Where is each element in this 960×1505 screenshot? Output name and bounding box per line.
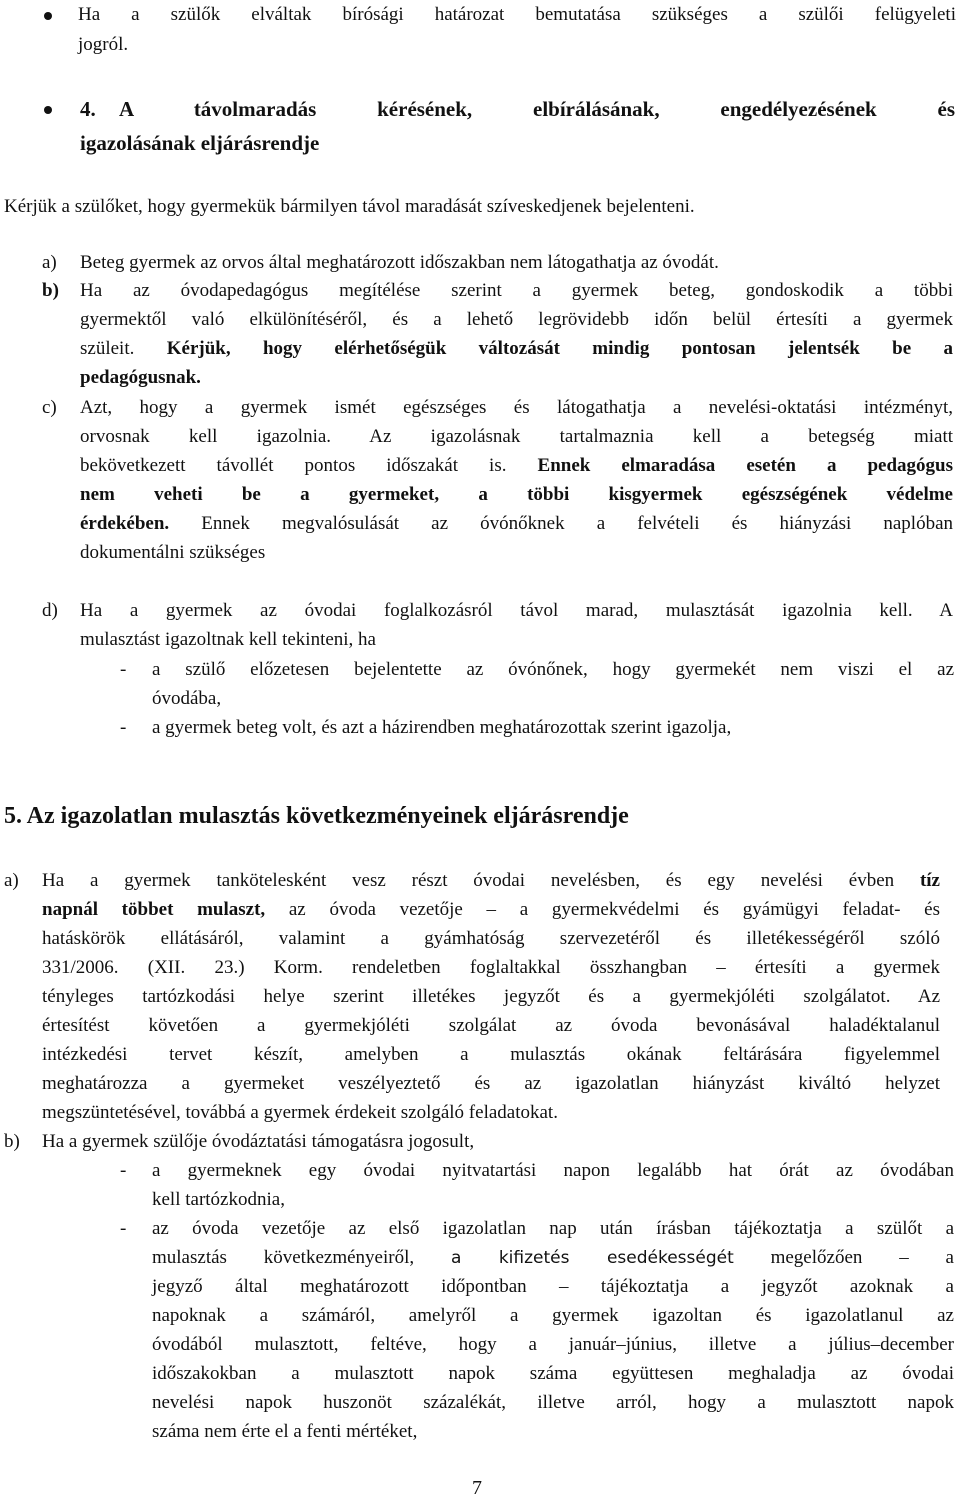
- section5-b-dash2-line2b: a kifizetés esedékességét: [450, 1248, 734, 1268]
- dash-marker: -: [120, 717, 127, 738]
- dash-marker: -: [120, 1218, 127, 1239]
- section5-a-line2-plain: az óvoda vezetője – a gyermekvédelmi és gyámügyi feladat- és: [288, 899, 940, 920]
- section4-d-dash1-line2: óvodába,: [152, 688, 222, 709]
- section5-a-line1-bold: tíz: [919, 870, 940, 891]
- section4-b-line4: [80, 363, 201, 392]
- section4-c-line5: [80, 509, 953, 538]
- section5-a-line6: értesítést követően a gyermekjóléti szolgálat az óvoda bevonásával haladéktalanul: [42, 1015, 940, 1036]
- section5-b-dash2-line3: jegyző által meghatározott időpontban – tájékoztatja a jegyzőt azoknak a: [152, 1276, 954, 1297]
- section4-number: 4.: [80, 97, 96, 121]
- item-label-d: d): [42, 600, 58, 621]
- section5-a-line4: 331/2006. (XII. 23.) Korm. rendeletben foglaltakkal összhangban – értesíti a gyermek: [42, 957, 940, 978]
- section5-a-line2: [42, 895, 940, 924]
- section4-c-line1: Azt, hogy a gyermek ismét egészséges és látogathatja a nevelési-oktatási intézményt,: [80, 397, 953, 418]
- section5-b-dash2-line5: óvodából mulasztott, feltéve, hogy a január–június, illetve a július–december: [152, 1334, 954, 1355]
- section4-c-line3-plain: bekövetkezett távollét pontos időszakát is.: [80, 455, 507, 476]
- intro-bullet-line2: jogról.: [78, 34, 129, 55]
- section4-intro: Kérjük a szülőket, hogy gyermekük bármilyen távol maradását szíveskedjenek bejelenteni.: [4, 196, 695, 217]
- item-label-c: c): [42, 397, 57, 418]
- item-label-b: b): [4, 1131, 20, 1152]
- section4-d-line1: Ha a gyermek az óvodai foglalkozásról távol marad, mulasztását igazolnia kell. A: [80, 600, 953, 621]
- section4-b-line3-bold: Kérjük, hogy elérhetőségük változását mindig pontosan jelentsék be a: [166, 338, 954, 359]
- section4-c-line3-bold: Ennek elmaradása esetén a pedagógus: [537, 455, 954, 476]
- section5-b-dash1-line2: kell tartózkodnia,: [152, 1189, 285, 1210]
- section4-c-line3: [80, 451, 953, 480]
- section5-title: 5. Az igazolatlan mulasztás következményeinek eljárásrendje: [4, 803, 629, 829]
- section4-b-line3: [80, 334, 953, 363]
- section4-c-line6: dokumentálni szükséges: [80, 542, 266, 563]
- section5-b-dash2-line2c: megelőzően – a: [770, 1247, 954, 1268]
- section5-a-line7: intézkedési tervet készít, amelyben a mulasztás okának feltárására figyelemmel: [42, 1044, 940, 1065]
- section5-b-dash2-line1: az óvoda vezetője az első igazolatlan nap után írásban tájékoztatja a szülőt a: [152, 1218, 954, 1239]
- section5-b-line1: Ha a gyermek szülője óvodáztatási támogatásra jogosult,: [42, 1131, 475, 1152]
- section4-b-line1: Ha az óvodapedagógus megítélése szerint a gyermek beteg, gondoskodik a többi: [80, 280, 953, 301]
- section5-b-dash2-line7: nevelési napok huszonöt százalékát, illetve arról, hogy a mulasztott napok: [152, 1392, 954, 1413]
- section5-a-line1: [42, 866, 940, 895]
- section4-title-line2: igazolásának eljárásrendje: [80, 131, 320, 155]
- section4-d-line2: mulasztást igazoltnak kell tekinteni, ha: [80, 629, 376, 650]
- section4-b-line3-plain: szüleit.: [80, 338, 135, 359]
- section5-a-line9: megszüntetésével, továbbá a gyermek érdekeit szolgáló feladatokat.: [42, 1102, 558, 1123]
- section4-c-line5-bold: érdekében.: [80, 513, 170, 534]
- bullet-icon: [44, 106, 52, 114]
- section5-b-dash2-line6: időszakokban a mulasztott napok száma együttesen meghaladja az óvodai: [152, 1363, 954, 1384]
- section4-c-line5-plain: Ennek megvalósulását az óvónőknek a felvételi és hiányzási naplóban: [201, 513, 954, 534]
- section5-a-line8: meghatározza a gyermeket veszélyeztető és az igazolatlan hiányzást kiváltó helyzet: [42, 1073, 940, 1094]
- item-label-a: a): [4, 870, 19, 891]
- item-label-b: b): [42, 280, 59, 301]
- section4-c-line4-bold: nem veheti be a gyermeket, a többi kisgyermek egészségének védelme: [80, 484, 953, 505]
- section5-a-line3: hatáskörök ellátásáról, valamint a gyámhatóság szervezetéről és illetékességéről szóló: [42, 928, 940, 949]
- page-number: 7: [472, 1477, 482, 1499]
- section5-a-line2-bold: napnál többet mulaszt,: [42, 899, 266, 920]
- section5-b-dash2-line2a: mulasztás következményeiről,: [152, 1247, 415, 1268]
- section5-b-dash2-line2: [152, 1243, 954, 1273]
- section5-b-dash2-line4: napoknak a számáról, amelyről a gyermek igazoltan és igazolatlanul az: [152, 1305, 954, 1326]
- section4-d-dash2: a gyermek beteg volt, és azt a házirendben meghatározottak szerint igazolja,: [152, 717, 732, 738]
- item-label-a: a): [42, 252, 57, 273]
- section4-b-line4-bold: pedagógusnak.: [80, 367, 201, 388]
- section5-b-dash1-line1: a gyermeknek egy óvodai nyitvatartási napon legalább hat órát az óvodában: [152, 1160, 954, 1181]
- section4-a-text: Beteg gyermek az orvos által meghatározott időszakban nem látogathatja az óvodát.: [80, 252, 719, 273]
- section4-c-line2: orvosnak kell igazolnia. Az igazolásnak tartalmaznia kell a betegség miatt: [80, 426, 953, 447]
- dash-marker: -: [120, 659, 127, 680]
- section5-a-line5: tényleges tartózkodási helye szerint illetékes jegyzőt és a gyermekjóléti szolgálatot. Az: [42, 986, 940, 1007]
- bullet-icon: [44, 12, 52, 20]
- section4-b-line2: gyermektől való elkülönítéséről, és a lehető legrövidebb időn belül értesíti a gyermek: [80, 309, 953, 330]
- section5-b-dash2-line8: száma nem érte el a fenti mértéket,: [152, 1421, 418, 1442]
- section4-c-line4: [80, 480, 953, 509]
- section4-d-dash1-line1: a szülő előzetesen bejelentette az óvónőnek, hogy gyermekét nem viszi el az: [152, 659, 954, 680]
- intro-bullet-line1: Ha a szülők elváltak bírósági határozat bemutatása szükséges a szülői felügyeleti: [78, 4, 956, 25]
- dash-marker: -: [120, 1160, 127, 1181]
- section4-title-line1: A távolmaradás kérésének, elbírálásának, engedélyezésének és: [119, 97, 955, 121]
- section5-a-line1-plain: Ha a gyermek tankötelesként vesz részt óvodai nevelésben, és egy nevelési évben: [42, 870, 895, 891]
